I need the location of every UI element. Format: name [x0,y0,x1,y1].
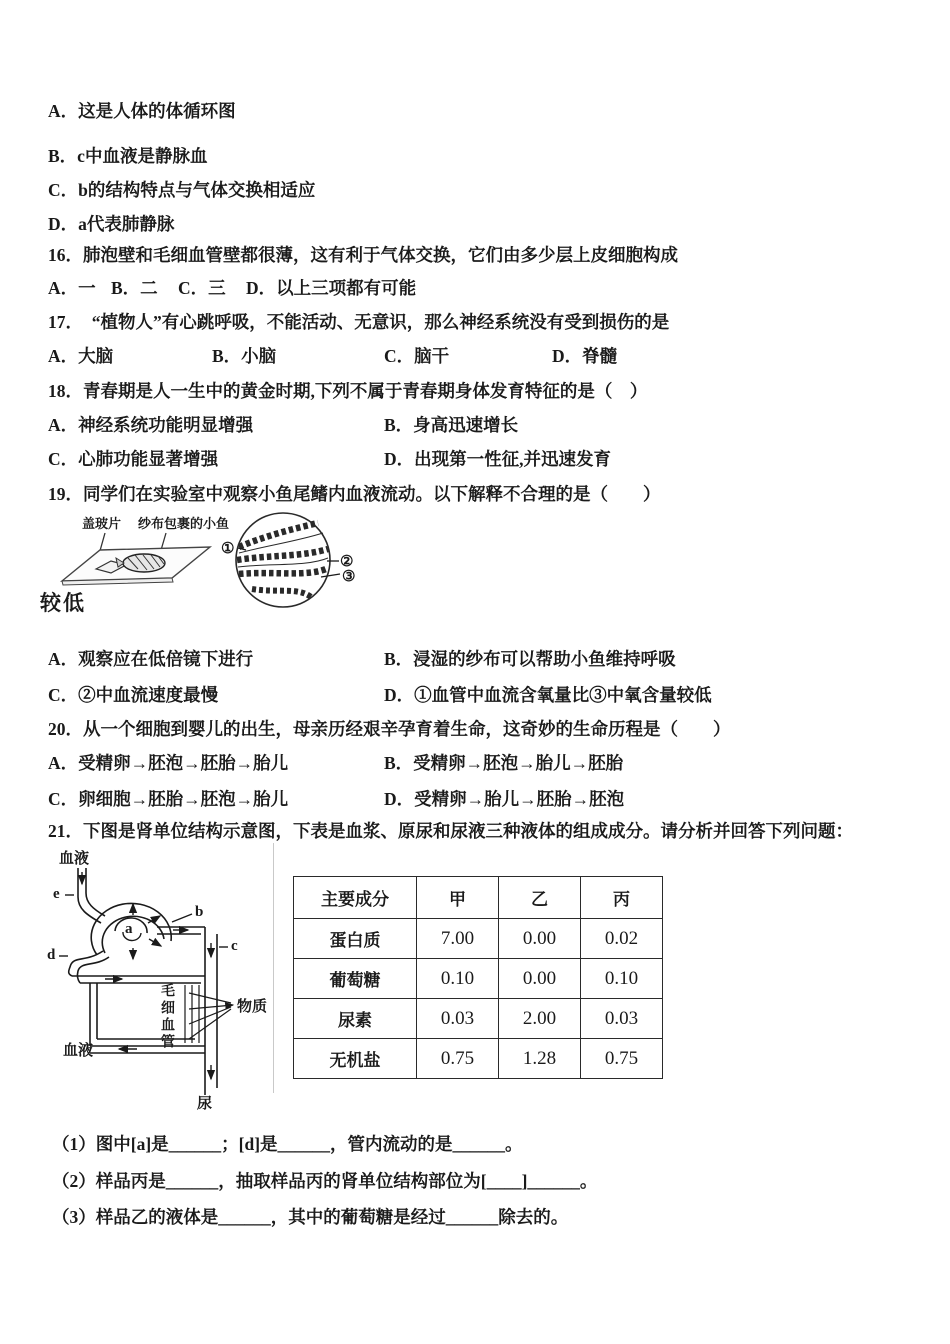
row-label-urea: 尿素 [294,999,417,1039]
q16-option-a: A．一 [48,278,96,298]
row-label-glucose: 葡萄糖 [294,959,417,999]
q21-sub-question-1: （1）图中[a]是______；[d]是______，管内流动的是______。 [52,1134,523,1154]
q20-option-a: A．受精卵→胚泡→胚胎→胎儿 [48,753,289,773]
cell-value: 0.75 [417,1039,499,1079]
vessel-1-label: ① [221,541,235,557]
urine-label: 尿 [197,1096,213,1112]
blood-out-label: 血液 [63,1043,94,1059]
cover-slip-label: 盖玻片 [82,516,122,531]
point-c-label: c [231,938,238,954]
nephron-figure [45,843,290,1113]
q20-option-d: D．受精卵→胎儿→胚胎→胚泡 [384,789,625,809]
cell-value: 0.00 [499,959,581,999]
q17-option-c: C．脑干 [384,346,450,366]
q19-stem: 19．同学们在实验室中观察小鱼尾鳍内血液流动。以下解释不合理的是（ ） [48,484,661,504]
q20-option-b: B．受精卵→胚泡→胎儿→胚胎 [384,753,624,773]
q17-option-b: B．小脑 [212,346,277,366]
vessel-3-label: ③ [342,569,356,585]
cell-value: 0.10 [417,959,499,999]
q15-option-d: D．a代表肺静脉 [48,214,175,234]
point-e-label: e [53,886,60,902]
row-label-inorganic-salt: 无机盐 [294,1039,417,1079]
cell-value: 0.03 [417,999,499,1039]
q19-option-a: A．观察应在低倍镜下进行 [48,649,254,669]
low-power-label: 较低 [40,591,86,615]
q18-option-c: C．心肺功能显著增强 [48,449,219,469]
table-row [294,999,663,1039]
table-header-row [294,877,663,919]
point-d-label: d [47,947,56,963]
q15-option-c: C．b的结构特点与气体交换相适应 [48,180,316,200]
q16-option-d: D．以上三项都有可能 [246,278,417,298]
q20-option-c: C．卵细胞→胚胎→胚泡→胎儿 [48,789,289,809]
q20-stem: 20．从一个细胞到婴儿的出生，母亲历经艰辛孕育着生命，这奇妙的生命历程是（ ） [48,719,731,739]
q16-option-c: C．三 [178,278,226,298]
cell-value: 0.02 [581,919,663,959]
table-row [294,919,663,959]
table-row [294,959,663,999]
point-a-label: a [125,921,133,937]
q18-option-d: D．出现第一性征,并迅速发育 [384,449,612,469]
cell-value: 0.03 [581,999,663,1039]
col-header-component: 主要成分 [294,877,417,919]
figure-table-divider [273,843,274,1093]
q21-stem: 21．下图是肾单位结构示意图，下表是血浆、原尿和尿液三种液体的组成成分。请分析并回答下列问题： [48,821,853,841]
row-label-protein: 蛋白质 [294,919,417,959]
cell-value: 1.28 [499,1039,581,1079]
q15-option-b: B．c中血液是静脉血 [48,146,208,166]
q19-option-c: C．②中血流速度最慢 [48,685,219,705]
q19-option-d: D．①血管中血流含氧量比③中氧含量较低 [384,685,712,705]
col-header-jia: 甲 [417,877,499,919]
q17-stem: 17． “植物人”有心跳呼吸，不能活动、无意识，那么神经系统没有受到损伤的是 [48,312,670,332]
cell-value: 0.00 [499,919,581,959]
cell-value: 2.00 [499,999,581,1039]
q19-option-b: B．浸湿的纱布可以帮助小鱼维持呼吸 [384,649,676,669]
q17-option-d: D．脊髓 [552,346,618,366]
q15-option-a: A．这是人体的体循环图 [48,101,236,121]
q21-sub-question-2: （2）样品丙是______，抽取样品丙的肾单位结构部位为[____]______。 [52,1171,598,1191]
cell-value: 7.00 [417,919,499,959]
table-row [294,1039,663,1079]
q18-option-b: B．身高迅速增长 [384,415,519,435]
q16-option-b: B．二 [111,278,158,298]
cell-value: 0.75 [581,1039,663,1079]
nephron-drawing [45,843,290,1113]
point-b-label: b [195,904,204,920]
fluid-composition-table [293,876,663,1079]
capillary-label: 毛细血管 [159,983,174,1051]
q16-stem: 16．肺泡壁和毛细血管壁都很薄，这有利于气体交换，它们由多少层上皮细胞构成 [48,245,678,265]
q18-stem: 18．青春期是人一生中的黄金时期,下列不属于青春期身体发育特征的是（ ） [48,381,648,401]
vessel-2-label: ② [340,554,354,570]
q18-option-a: A．神经系统功能明显增强 [48,415,254,435]
fish-observation-figure [40,503,390,633]
blood-in-label: 血液 [59,851,90,867]
substances-label: 物质 [237,999,268,1015]
q17-option-a: A．大脑 [48,346,114,366]
wrapped-fish-label: 纱布包裹的小鱼 [138,516,230,531]
col-header-yi: 乙 [499,877,581,919]
q21-sub-question-3: （3）样品乙的液体是______，其中的葡萄糖是经过______除去的。 [52,1207,569,1227]
col-header-bing: 丙 [581,877,663,919]
cell-value: 0.10 [581,959,663,999]
